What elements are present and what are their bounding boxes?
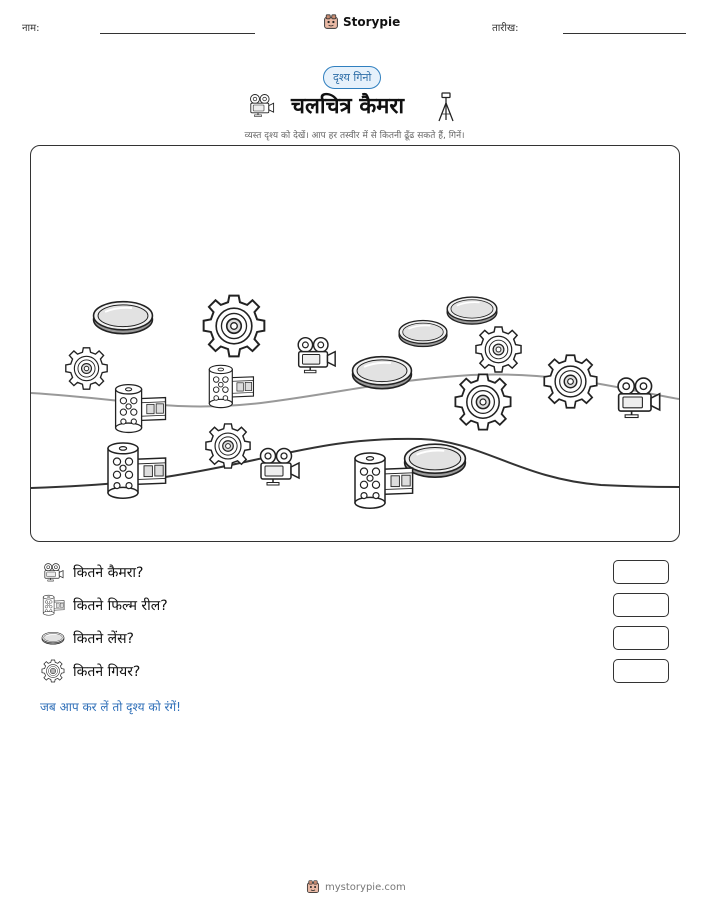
gear-icon (476, 327, 521, 372)
answer-box-cameras[interactable] (613, 560, 669, 584)
lens-icon (399, 321, 447, 347)
question-row-film-reels (41, 593, 168, 617)
gear-icon (206, 424, 250, 468)
question-text: कितने फिल्म रील? (73, 597, 168, 614)
lens-icon (353, 357, 412, 389)
page-title: चलचित्र कैमरा (291, 94, 405, 119)
coloring-note: जब आप कर लें तो दृश्य को रंगें! (40, 700, 181, 714)
answer-box-lenses[interactable] (613, 626, 669, 650)
film-reel-icon (116, 385, 166, 433)
brand-logo (323, 14, 400, 30)
camera-icon (41, 560, 65, 584)
activity-tag: दृश्य गिनो (323, 66, 381, 89)
name-write-line[interactable] (100, 33, 255, 34)
mascot-icon (323, 14, 339, 30)
question-row-lenses (41, 626, 134, 650)
footer (306, 880, 406, 894)
gear-icon (204, 296, 265, 357)
camera-icon (618, 378, 660, 417)
lens-icon (94, 302, 153, 334)
question-text: कितने कैमरा? (73, 564, 144, 581)
question-row-cameras (41, 560, 144, 584)
answer-box-film-reels[interactable] (613, 593, 669, 617)
footer-site[interactable]: mystorypie.com (325, 881, 406, 893)
gear-icon (41, 659, 65, 683)
lens-icon (41, 626, 65, 650)
busy-scene (31, 146, 679, 541)
brand-name: Storypie (343, 15, 401, 29)
film-reel-icon (209, 365, 253, 407)
lens-icon (405, 444, 466, 477)
question-text: कितने लेंस? (73, 630, 134, 647)
gear-icon (66, 348, 107, 389)
gear-icon (544, 355, 596, 407)
gear-icon (455, 374, 510, 429)
film-reel-icon (41, 593, 65, 617)
question-row-gears (41, 659, 140, 683)
mascot-icon (306, 880, 320, 894)
instruction-text: व्यस्त दृश्य को देखें। आप हर तस्वीर में से कितनी ढूँढ सकते हैं, गिनें। (244, 131, 465, 141)
camera-icon (246, 92, 276, 118)
film-reel-icon (108, 443, 166, 498)
answer-box-gears[interactable] (613, 659, 669, 683)
scene-panel (30, 145, 680, 542)
question-text: कितने गियर? (73, 663, 141, 680)
date-write-line[interactable] (563, 33, 686, 34)
camera-icon (261, 449, 300, 486)
camera-icon (298, 338, 335, 373)
name-label: नाम: (22, 23, 40, 34)
tripod-icon (436, 92, 456, 122)
lens-icon (447, 297, 497, 324)
date-label: तारीख: (492, 23, 519, 34)
